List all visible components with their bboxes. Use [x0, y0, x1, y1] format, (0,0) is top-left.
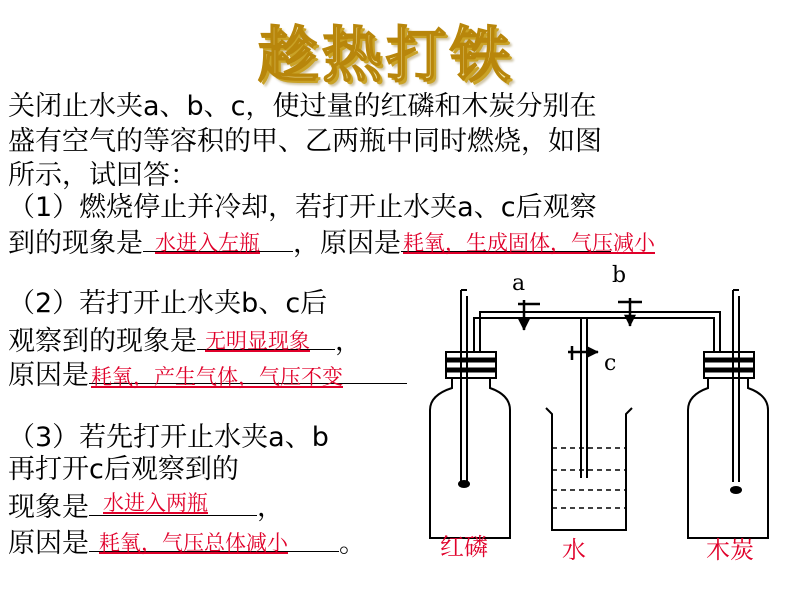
- clamp-b-label: b: [612, 263, 627, 288]
- q2-reason-prefix: 原因是: [8, 360, 89, 391]
- clamp-a-label: a: [512, 271, 526, 296]
- q3-suffix: ，: [257, 492, 284, 523]
- beaker: [546, 408, 632, 530]
- q1-prefix: 到的现象是: [8, 228, 143, 259]
- left-stopper: [446, 352, 496, 378]
- right-spoon: [730, 486, 742, 494]
- q3-reason-prefix: 原因是: [8, 528, 89, 559]
- beaker-label: 水: [562, 536, 586, 564]
- q3-prefix: 现象是: [8, 492, 89, 523]
- intro-line-3: 所示，试回答：: [8, 160, 197, 191]
- q2-line-1: （2）若打开止水夹b、c后: [8, 288, 328, 319]
- q3-answer-1: 水进入两瓶: [103, 491, 208, 515]
- intro-line-1: 关闭止水夹a、b、c，使过量的红磷和木炭分别在: [8, 91, 597, 122]
- q3-line-1: （3）若先打开止水夹a、b: [8, 422, 329, 453]
- q3-line-2: 再打开c后观察到的: [8, 454, 239, 485]
- q2-suffix: ，: [335, 326, 362, 357]
- q3-end: 。: [339, 528, 366, 559]
- page-title: 趁热打铁: [258, 21, 514, 91]
- q2-answer-2: 耗氧，产生气体，气压不变: [91, 365, 343, 389]
- right-bottle-label: 木炭: [706, 536, 754, 564]
- clamp-c-label: c: [604, 351, 617, 376]
- left-spoon: [458, 480, 470, 488]
- right-bottle: [688, 378, 768, 538]
- left-bottle: [430, 378, 510, 538]
- q2-prefix: 观察到的现象是: [8, 326, 197, 357]
- q2-answer-1: 无明显现象: [205, 329, 310, 353]
- clamp-c: [568, 346, 598, 360]
- q1-middle: ，原因是: [293, 228, 401, 259]
- q3-answer-2: 耗氧，气压总体减小: [99, 531, 288, 555]
- left-bottle-label: 红磷: [440, 533, 488, 561]
- q1-line-1: （1）燃烧停止并冷却，若打开止水夹a、c后观察: [8, 192, 597, 223]
- q1-answer-2: 耗氧，生成固体，气压减小: [403, 231, 655, 255]
- intro-line-2: 盛有空气的等容积的甲、乙两瓶中同时燃烧，如图: [8, 126, 602, 157]
- clamp-a: [518, 300, 540, 330]
- q1-answer-1: 水进入左瓶: [155, 231, 260, 255]
- right-stopper: [704, 352, 754, 378]
